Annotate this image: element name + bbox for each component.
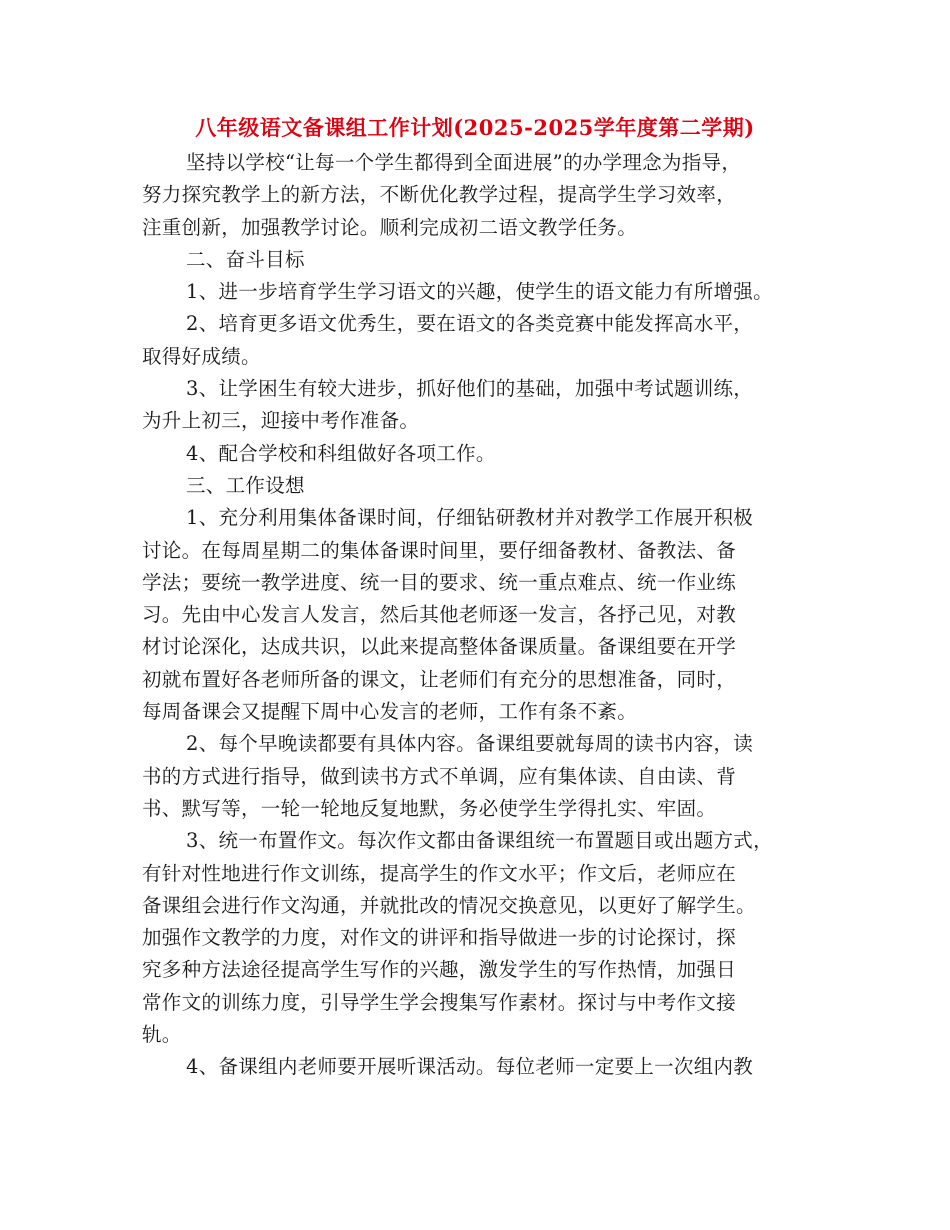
- body-line: 3、让学困生有较大进步，抓好他们的基础，加强中考试题训练，: [186, 377, 754, 401]
- body-line: 为升上初三，迎接中考作准备。: [142, 409, 420, 433]
- body-line: 习。先由中心发言人发言，然后其他老师逐一发言，各抒己见，对教: [142, 603, 737, 627]
- body-line: 二、奋斗目标: [186, 247, 305, 271]
- body-line: 坚持以学校“让每一个学生都得到全面进展”的办学理念为指导，: [186, 151, 742, 174]
- body-line: 4、备课组内老师要开展听课活动。每位老师一定要上一次组内教: [186, 1055, 754, 1079]
- body-line: 2、每个早晚读都要有具体内容。备课组要就每周的读书内容，读: [186, 732, 754, 756]
- body-line: 学法；要统一教学进度、统一目的要求、统一重点难点、统一作业练: [142, 570, 737, 594]
- body-line: 讨论。在每周星期二的集体备课时间里，要仔细备教材、备教法、备: [142, 538, 737, 562]
- body-line: 材讨论深化，达成共识，以此来提高整体备课质量。备课组要在开学: [142, 635, 737, 659]
- body-line: 有针对性地进行作文训练，提高学生的作文水平；作文后，老师应在: [142, 861, 737, 885]
- body-line: 努力探究教学上的新方法，不断优化教学过程，提高学生学习效率，: [142, 183, 737, 207]
- body-line: 轨。: [142, 1023, 182, 1047]
- body-line: 注重创新，加强教学讨论。顺利完成初二语文教学任务。: [142, 215, 638, 239]
- document-body: [142, 147, 822, 1084]
- body-line: 备课组会进行作文沟通，并就批改的情况交换意见，以更好了解学生。: [142, 893, 756, 917]
- body-line: 初就布置好各老师所备的课文，让老师们有充分的思想准备，同时，: [142, 667, 737, 691]
- body-line: 4、配合学校和科组做好各项工作。: [186, 441, 496, 465]
- body-line: 书、默写等，一轮一轮地反复地默，务必使学生学得扎实、牢固。: [142, 796, 717, 820]
- body-line: 书的方式进行指导，做到读书方式不单调，应有集体读、自由读、背: [142, 764, 737, 788]
- body-line: 取得好成绩。: [142, 344, 261, 368]
- body-line: 2、培育更多语文优秀生，要在语文的各类竞赛中能发挥高水平，: [186, 312, 754, 336]
- body-line: 常作文的训练力度，引导学生学会搜集写作素材。探讨与中考作文接: [142, 990, 737, 1014]
- body-line: 1、充分利用集体备课时间，仔细钻研教材并对教学工作展开积极: [186, 506, 754, 530]
- body-line: 3、统一布置作文。每次作文都由备课组统一布置题目或出题方式，: [186, 829, 773, 853]
- body-line: 究多种方法途径提高学生写作的兴趣，激发学生的写作热情，加强日: [142, 958, 737, 982]
- document-title: 八年级语文备课组工作计划(2025-2025学年度第二学期): [195, 115, 755, 140]
- body-line: 1、进一步培育学生学习语文的兴趣，使学生的语文能力有所增强。: [186, 280, 773, 304]
- body-line: 加强作文教学的力度，对作文的讲评和指导做进一步的讨论探讨，探: [142, 926, 737, 950]
- body-line: 三、工作设想: [186, 473, 305, 497]
- body-line: 每周备课会又提醒下周中心发言的老师，工作有条不紊。: [142, 700, 638, 724]
